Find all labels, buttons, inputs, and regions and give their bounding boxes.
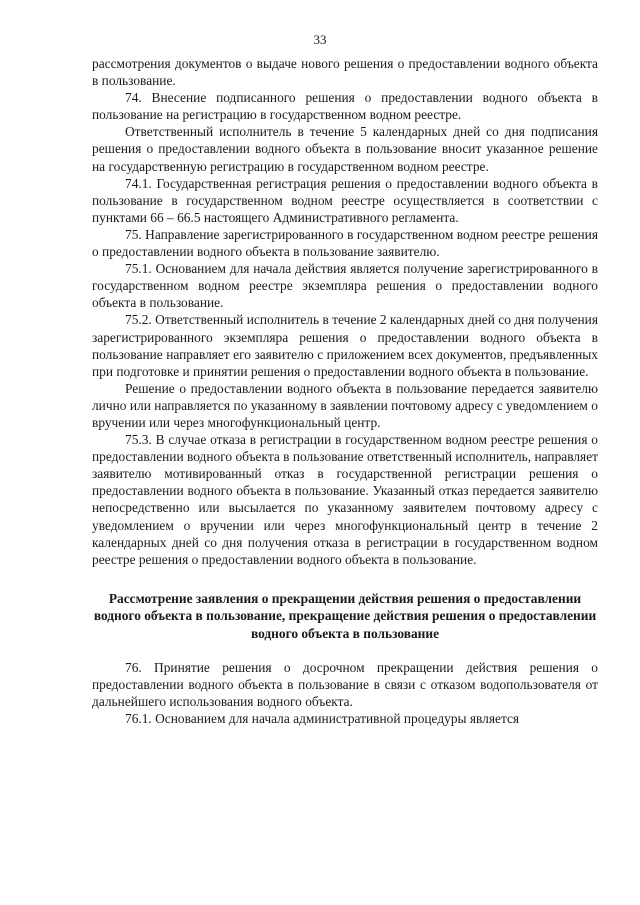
- page-number: 33: [313, 32, 327, 47]
- document-body: [92, 55, 598, 727]
- paragraph-76: 76. Принятие решения о досрочном прекращении действия решения о предоставлении водного объекта в пользование в связи с отказом водопользователя от дальнейшего использования водного объекта.: [92, 660, 598, 710]
- paragraph-75-2: 75.2. Ответственный исполнитель в течение 2 календарных дней со дня получения зарегистрированного экземпляра решения о предоставлении водного объекта в пользование направляет его заявителю с приложением всех документов, предъявленных при подготовке и принятии решения о предоставлении водного объекта в пользование.: [92, 312, 598, 379]
- paragraph-76-1: 76.1. Основанием для начала административной процедуры является: [125, 711, 520, 727]
- paragraph-74: 74. Внесение подписанного решения о предоставлении водного объекта в пользование на регистрацию в государственном водном реестре.: [92, 90, 598, 123]
- paragraph-continuation: рассмотрения документов о выдаче нового решения о предоставлении водного объекта в пользование.: [92, 56, 598, 89]
- paragraph-74-responsible: Ответственный исполнитель в течение 5 календарных дней со дня подписания решения о предоставлении водного объекта в пользование вносит указанное решение на государственную регистрацию в государственном водном реестре.: [92, 124, 598, 174]
- paragraph-75-1: 75.1. Основанием для начала действия является получение зарегистрированного в государственном водном реестре экземпляра решения о предоставлении водного объекта в пользование.: [92, 261, 598, 311]
- paragraph-75: 75. Направление зарегистрированного в государственном водном реестре решения о предоставлении водного объекта в пользование заявителю.: [92, 226, 598, 260]
- paragraph-74-1: 74.1. Государственная регистрация решения о предоставлении водного объекта в пользование в государственном водном реестре осуществляется в соответствии с пунктами 66 – 66.5 настоящего Административного регламента.: [92, 175, 598, 225]
- paragraph-75-2-delivery: Решение о предоставлении водного объекта в пользование передается заявителю лично или направляется по указанному в заявлении почтовому адресу с уведомлением о вручении или через многофункциональный центр.: [92, 380, 598, 430]
- paragraph-75-3: 75.3. В случае отказа в регистрации в государственном водном реестре решения о предоставлении водного объекта в пользование ответственный исполнитель, направляет заявителю мотивированный отказ в государственной регистрации решения о предоставлении водного объекта в пользование. Указанный отказ передается заявителю непосредственно или высылается по указанному заявителем почтовому адресу с уведомлением о вручении или через многофункциональный центр в течение 2 календарных дней со дня получения отказа в регистрации в государственном водном реестре решения о предоставлении водного объекта в пользование.: [92, 432, 598, 567]
- section-heading: Рассмотрение заявления о прекращении действия решения о предоставлении водного объекта в пользование, прекращение действия решения о предоставлении водного объекта в пользование: [93, 590, 597, 641]
